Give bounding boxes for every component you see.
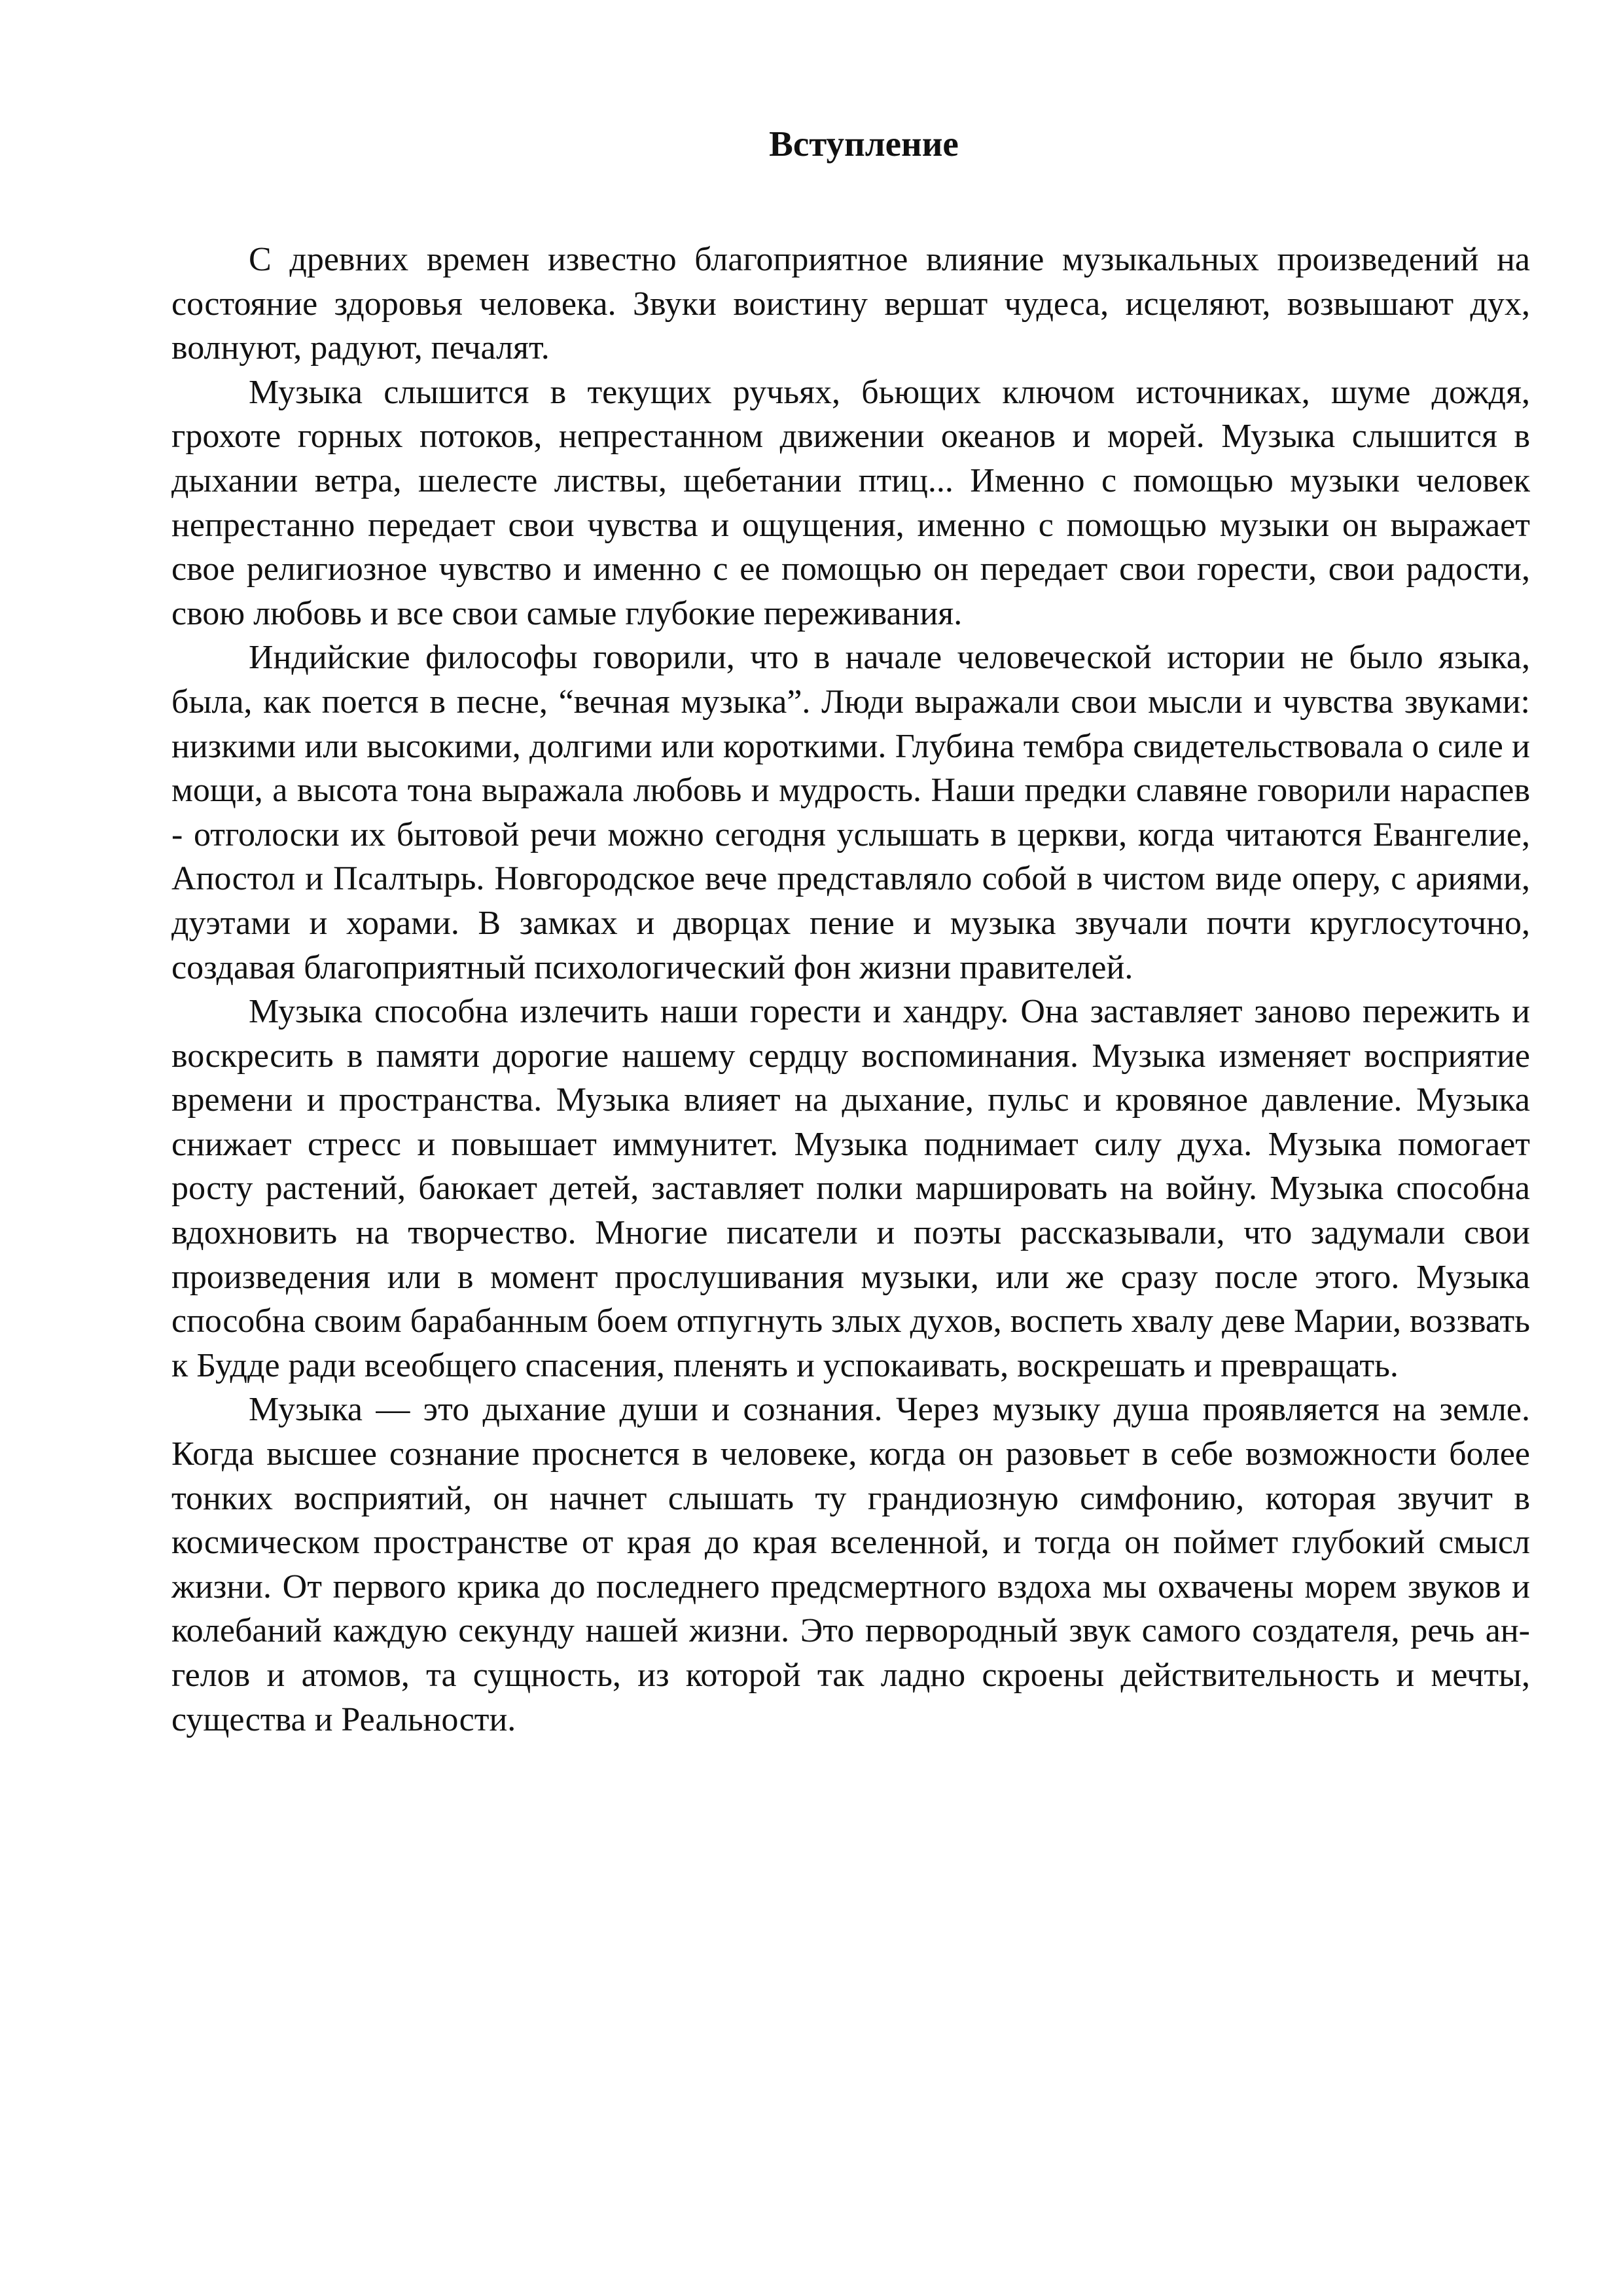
paragraph-music-soul: Музыка — это дыхание души и сознания. Через музыку душа проявляется на земле. Когда высшее сознание проснется в человеке, когда он разовьет в себе возможности более тонких восприятий, он начнет слышать ту грандиозную симфонию, которая звучит в космическом пространстве от края до края вселенной, и тогда он поймет глубокий смысл жизни. От первого крика до последнего предсмертного вздоха мы охвачены морем звуков и колебаний каждую секунду нашей жизни. Это первородный звук самого создателя, речь ан-гелов и атомов, та сущность, из которой так ладно скроены действительность и мечты, существа и Реальности. (171, 1391, 1530, 1738)
page-title: Вступление (769, 124, 959, 164)
paragraph-indian-philosophers: Индийские философы говорили, что в начале человеческой истории не было языка, была, как поется в песне, “вечная музыка”. Люди выражали свои мысли и чувства звуками: низкими или высокими, долгими или короткими. Глубина тембра свидетельствовала о силе и мощи, а высота тона выражала любовь и мудрость. Наши предки славяне говорили нараспев - отголоски их бытовой речи можно сегодня услышать в церкви, когда читаются Евангелие, Апостол и Псалтырь. Новгородское вече представляло собой в чистом виде оперу, с ариями, дуэтами и хорами. В замках и дворцах пение и музыка звучали почти круглосуточно, создавая благоприятный психологический фон жизни правителей. (171, 639, 1530, 986)
paragraph-intro: С древних времен известно благоприятное влияние музыкальных произведений на состояние здоровья человека. Звуки воистину вершат чудеса, исцеляют, возвышают дух, волнуют, радуют, печалят. (171, 241, 1530, 367)
paragraph-music-healing: Музыка способна излечить наши горести и хандру. Она заставляет заново пережить и воскресить в памяти дорогие нашему сердцу воспоминания. Музыка изменяет восприятие времени и пространства. Музыка влияет на дыхание, пульс и кровяное давление. Музыка снижает стресс и повышает иммунитет. Музыка поднимает силу духа. Музыка помогает росту растений, баюкает детей, заставляет полки маршировать на войну. Музыка способна вдохновить на творчество. Многие писатели и поэты рассказывали, что задумали свои произведения или в момент прослушивания музыки, или же сразу после этого. Музыка способна своим барабанным боем отпугнуть злых духов, воспеть хвалу деве Марии, воззвать к Будде ради всеобщего спасения, пленять и успокаивать, воскрешать и превращать. (171, 993, 1530, 1384)
paragraph-nature-music: Музыка слышится в текущих ручьях, бьющих ключом источниках, шуме дождя, грохоте горных потоков, непрестанном движении океанов и морей. Музыка слышится в дыхании ветра, шелесте листвы, щебетании птиц... Именно с помощью музыки человек непрестанно передает свои чувства и ощущения, именно с помощью музыки он выражает свое религиозное чувство и именно с ее помощью он передает свои горести, свои радости, свою любовь и все свои самые глубокие переживания. (171, 373, 1530, 632)
document-body (171, 111, 1530, 1742)
